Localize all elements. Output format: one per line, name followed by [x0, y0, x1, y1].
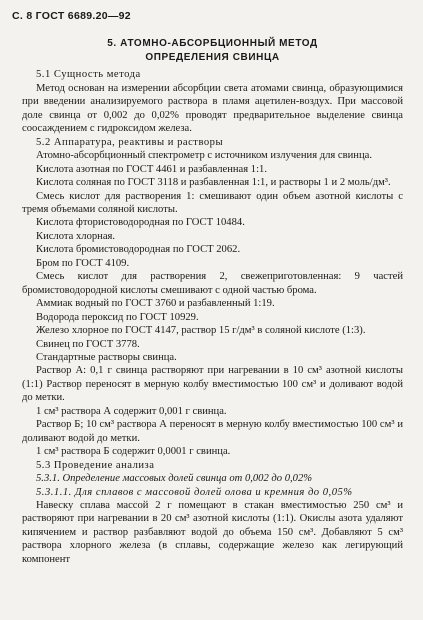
section-title: [22, 37, 403, 64]
subsection-5-3-heading: 5.3 Проведение анализа: [36, 459, 155, 471]
paragraph-acid-mixture-1: Смесь кислот для растворения 1: смешивают один объем азотной кислоты с тремя объемами соляной кислоты.: [22, 190, 403, 215]
paragraph-solution-b: Раствор Б; 10 см³ раствора А переносят в мерную колбу вместимостью 100 см³ и доливают водой до метки.: [22, 419, 403, 444]
paragraph-ammonia: Аммиак водный по ГОСТ 3760 и разбавленный 1:19.: [36, 298, 275, 310]
page-header: С. 8 ГОСТ 6689.20—92: [12, 10, 131, 22]
paragraph-bromine: Бром по ГОСТ 4109.: [36, 257, 130, 269]
paragraph-sample-procedure: Навеску сплава массой 2 г помещают в стакан вместимостью 250 см³ и растворяют при нагревании в 20 см³ азотной кислоты (1:1). Окислы азота удаляют кипячением и раствор разбавляют водой до объема 150 см³. Добавляют 5 см³ раствора хлорного железа (в сплавы, содержащие железо как легирующий компонент: [22, 499, 403, 565]
section-title-line-1: 5. АТОМНО-АБСОРБЦИОННЫЙ МЕТОД: [107, 38, 318, 50]
paragraph-hydrofluoric-acid: Кислота фтористоводородная по ГОСТ 10484.: [36, 217, 245, 229]
paragraph-method-essence: Метод основан на измерении абсорбции света атомами свинца, образующимися при введении анализируемого раствора в пламя ацетилен-воздух. При массовой доле свинца от 0,002 до 0,02% проводят предварительное выделение свинца соосаждением с гидроксидом железа.: [22, 82, 403, 135]
paragraph-hydrochloric-acid: Кислота соляная по ГОСТ 3118 и разбавленная 1:1, и растворы 1 и 2 моль/дм³.: [36, 177, 391, 189]
subsection-5-1-heading: 5.1 Сущность метода: [36, 69, 141, 81]
paragraph-acid-mixture-2: Смесь кислот для растворения 2, свежеприготовленная: 9 частей бромистоводородной кислоты смешивают с одной частью брома.: [22, 271, 403, 296]
paragraph-perchloric-acid: Кислота хлорная.: [36, 230, 116, 242]
subsection-5-2-heading: 5.2 Аппаратура, реактивы и растворы: [36, 136, 224, 148]
paragraph-standard-solutions: Стандартные растворы свинца.: [36, 351, 177, 363]
section-title-line-2: ОПРЕДЕЛЕНИЯ СВИНЦА: [145, 51, 280, 63]
paragraph-ferric-chloride: Железо хлорное по ГОСТ 4147, раствор 15 г/дм³ в соляной кислоте (1:3).: [36, 325, 366, 337]
paragraph-hydrogen-peroxide: Водорода пероксид по ГОСТ 10929.: [36, 311, 199, 323]
paragraph-solution-b-content: 1 см³ раствора Б содержит 0,0001 г свинца.: [36, 446, 231, 458]
paragraph-hydrobromic-acid: Кислота бромистоводородная по ГОСТ 2062.: [36, 244, 241, 256]
subsection-5-3-1-1-heading: 5.3.1.1. Для сплавов с массовой долей олова и кремния до 0,05%: [36, 486, 353, 498]
paragraph-spectrometer: Атомно-абсорбционный спектрометр с источником излучения для свинца.: [36, 150, 372, 162]
paragraph-lead: Свинец по ГОСТ 3778.: [36, 338, 140, 350]
subsection-5-3-1-heading: 5.3.1. Определение массовых долей свинца от 0,002 до 0,02%: [36, 473, 313, 485]
paragraph-solution-a-content: 1 см³ раствора А содержит 0,001 г свинца.: [36, 405, 227, 417]
paragraph-solution-a: Раствор А: 0,1 г свинца растворяют при нагревании в 10 см³ азотной кислоты (1:1) Раствор переносят в мерную колбу вместимостью 100 см³ и доливают водой до метки.: [22, 365, 403, 404]
paragraph-nitric-acid: Кислота азотная по ГОСТ 4461 и разбавленная 1:1.: [36, 163, 267, 175]
